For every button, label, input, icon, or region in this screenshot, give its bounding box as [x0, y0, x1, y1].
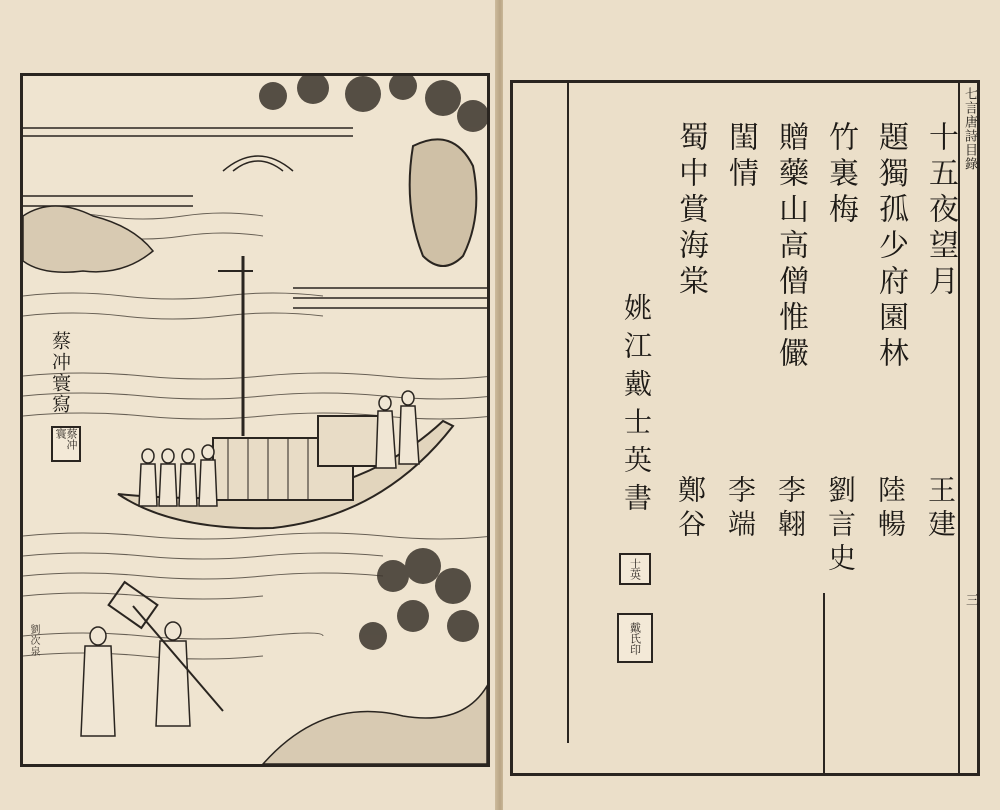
- text-frame: [510, 80, 980, 776]
- entry-author: 陸暢: [874, 475, 907, 543]
- woodblock-illustration: [23, 76, 487, 764]
- entry-author: 鄭谷: [674, 475, 707, 543]
- entry-author: 王建: [924, 475, 957, 543]
- entry-title: 蜀中賞海棠: [673, 121, 708, 301]
- carver-mark: 劉次泉: [28, 624, 39, 657]
- right-page: [503, 0, 1000, 810]
- entry-author: 李翺: [774, 475, 807, 543]
- collector-seal: [617, 613, 653, 663]
- artist-seal: [51, 426, 81, 462]
- illustration-frame: [20, 73, 490, 767]
- calligrapher-seal-text: 士英: [628, 558, 642, 580]
- entry-title: 贈藥山高僧惟儼: [773, 121, 808, 373]
- entry-title: 竹裏梅: [823, 121, 858, 229]
- collector-seal-text: 戴氏印: [628, 621, 642, 655]
- running-title: 七言唐詩目錄: [962, 87, 977, 171]
- column-rule: [823, 593, 825, 773]
- entry-author: 李端: [724, 475, 757, 543]
- artist-seal-text: 蔡冲寰: [54, 428, 78, 450]
- entry-author: 劉言史: [824, 475, 857, 577]
- entry-title: 十五夜望月: [923, 121, 958, 301]
- column-rule: [567, 83, 569, 743]
- artist-signature: 蔡冲寰寫: [49, 331, 71, 415]
- left-page: [0, 0, 497, 810]
- calligrapher-seal: [619, 553, 651, 585]
- calligrapher-credit: 姚江戴士英書: [620, 293, 653, 521]
- entry-title: 題獨孤少府園林: [873, 121, 908, 373]
- entry-title: 閨情: [723, 121, 758, 193]
- page-number: 三: [963, 593, 978, 612]
